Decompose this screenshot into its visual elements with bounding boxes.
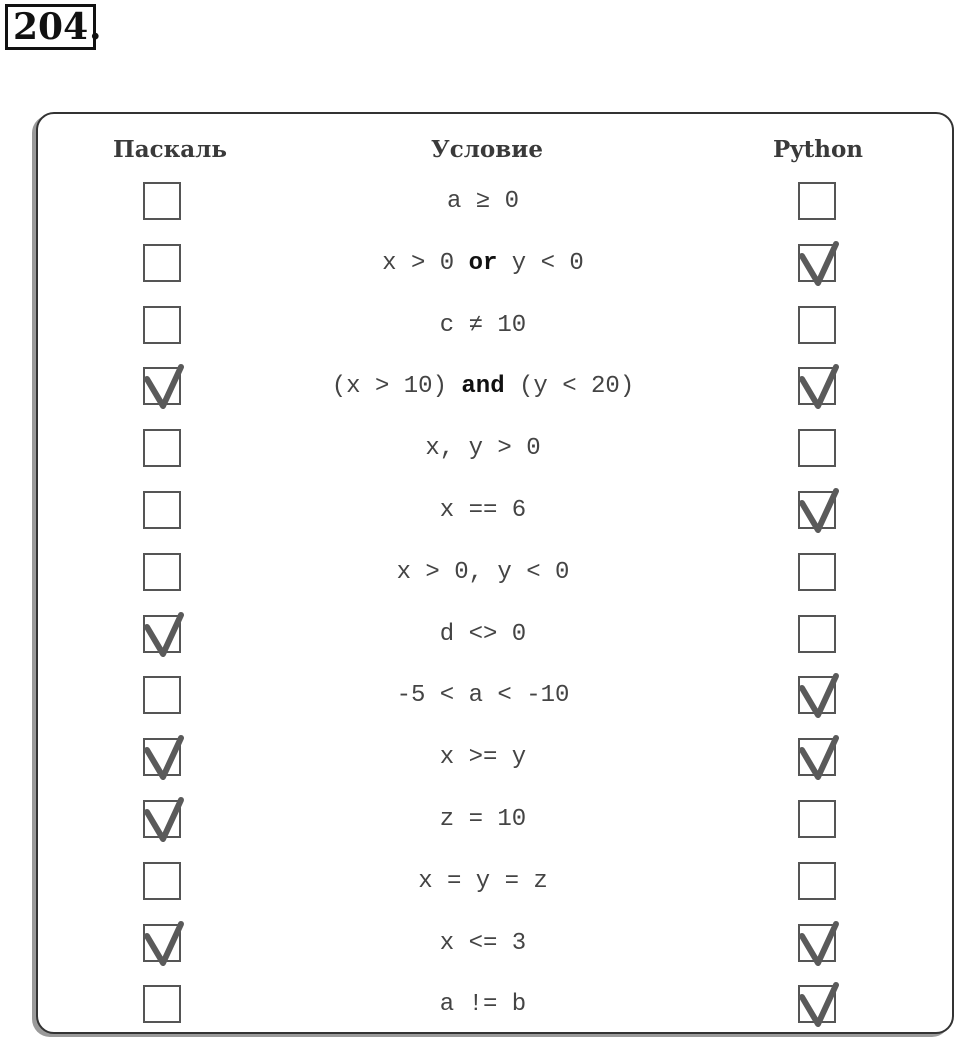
check-mark-icon (796, 918, 842, 968)
condition-text (238, 744, 728, 771)
pascal-checkbox[interactable] (143, 862, 181, 900)
condition-part: x = y = z (418, 867, 548, 895)
table-row (38, 788, 952, 850)
table-row (38, 170, 952, 232)
table-row (38, 417, 952, 479)
python-checkbox[interactable] (798, 800, 836, 838)
condition-part: x > 0, y < 0 (396, 558, 570, 586)
pascal-checkbox[interactable] (143, 676, 181, 714)
check-mark-icon (141, 794, 187, 844)
python-checkbox[interactable] (798, 985, 836, 1023)
table-row (38, 973, 952, 1035)
check-mark-icon (796, 361, 842, 411)
pascal-checkbox[interactable] (143, 553, 181, 591)
table-row (38, 479, 952, 541)
condition-part: y < 0 (497, 249, 584, 277)
pascal-checkbox[interactable] (143, 924, 181, 962)
condition-part: x, y > 0 (425, 435, 541, 463)
condition-text (238, 497, 728, 524)
condition-part: x == 6 (439, 497, 527, 524)
condition-text (238, 682, 728, 709)
condition-part: (y < 20) (504, 373, 635, 401)
check-mark-icon (796, 485, 842, 535)
python-checkbox[interactable] (798, 553, 836, 591)
check-mark-icon (141, 361, 187, 411)
pascal-checkbox[interactable] (143, 615, 181, 653)
condition-part: a != b (439, 991, 527, 1019)
python-checkbox[interactable] (798, 676, 836, 714)
table-row (38, 664, 952, 726)
pascal-checkbox[interactable] (143, 985, 181, 1023)
condition-part: -5 < a < -10 (396, 682, 570, 710)
table-row (38, 294, 952, 356)
python-checkbox[interactable] (798, 924, 836, 962)
check-mark-icon (141, 732, 187, 782)
conditions-table (36, 112, 954, 1034)
python-checkbox[interactable] (798, 244, 836, 282)
condition-text (238, 435, 728, 462)
condition-text (238, 806, 728, 833)
table-row (38, 541, 952, 603)
pascal-checkbox[interactable] (143, 800, 181, 838)
python-checkbox[interactable] (798, 862, 836, 900)
table-row (38, 355, 952, 417)
condition-part: c ≠ 10 (439, 311, 527, 339)
condition-part: z = 10 (439, 806, 527, 833)
condition-part: x <= 3 (439, 929, 527, 957)
python-checkbox[interactable] (798, 367, 836, 405)
logical-operator: or (468, 249, 498, 277)
condition-text (238, 188, 728, 215)
task-number-dot: . (89, 6, 102, 48)
check-mark-icon (796, 732, 842, 782)
task-number: 204 (5, 4, 96, 50)
python-checkbox[interactable] (798, 429, 836, 467)
condition-text (238, 621, 728, 648)
pascal-checkbox[interactable] (143, 182, 181, 220)
condition-text (238, 868, 728, 895)
python-checkbox[interactable] (798, 738, 836, 776)
condition-part: x >= y (439, 744, 527, 772)
check-mark-icon (141, 609, 187, 659)
check-mark-icon (796, 238, 842, 288)
header-pascal: Паскаль (113, 136, 227, 163)
pascal-checkbox[interactable] (143, 244, 181, 282)
condition-part: x > 0 (382, 249, 469, 277)
table-row (38, 603, 952, 665)
condition-text (238, 930, 728, 957)
pascal-checkbox[interactable] (143, 306, 181, 344)
python-checkbox[interactable] (798, 306, 836, 344)
condition-part: a ≥ 0 (446, 188, 519, 215)
header-python: Python (772, 136, 864, 163)
condition-text (238, 559, 728, 586)
table-row (38, 850, 952, 912)
condition-text (238, 991, 728, 1018)
table-row (38, 232, 952, 294)
table-row (38, 912, 952, 974)
pascal-checkbox[interactable] (143, 429, 181, 467)
check-mark-icon (141, 918, 187, 968)
table-row (38, 726, 952, 788)
check-mark-icon (796, 979, 842, 1029)
check-mark-icon (796, 670, 842, 720)
pascal-checkbox[interactable] (143, 738, 181, 776)
condition-part: d <> 0 (439, 620, 527, 648)
header-condition: Условие (431, 136, 543, 163)
condition-text (238, 250, 728, 277)
python-checkbox[interactable] (798, 182, 836, 220)
pascal-checkbox[interactable] (143, 491, 181, 529)
python-checkbox[interactable] (798, 615, 836, 653)
condition-text (238, 312, 728, 339)
pascal-checkbox[interactable] (143, 367, 181, 405)
condition-text (238, 373, 728, 400)
logical-operator: and (461, 373, 505, 401)
condition-part: (x > 10) (331, 373, 462, 401)
python-checkbox[interactable] (798, 491, 836, 529)
